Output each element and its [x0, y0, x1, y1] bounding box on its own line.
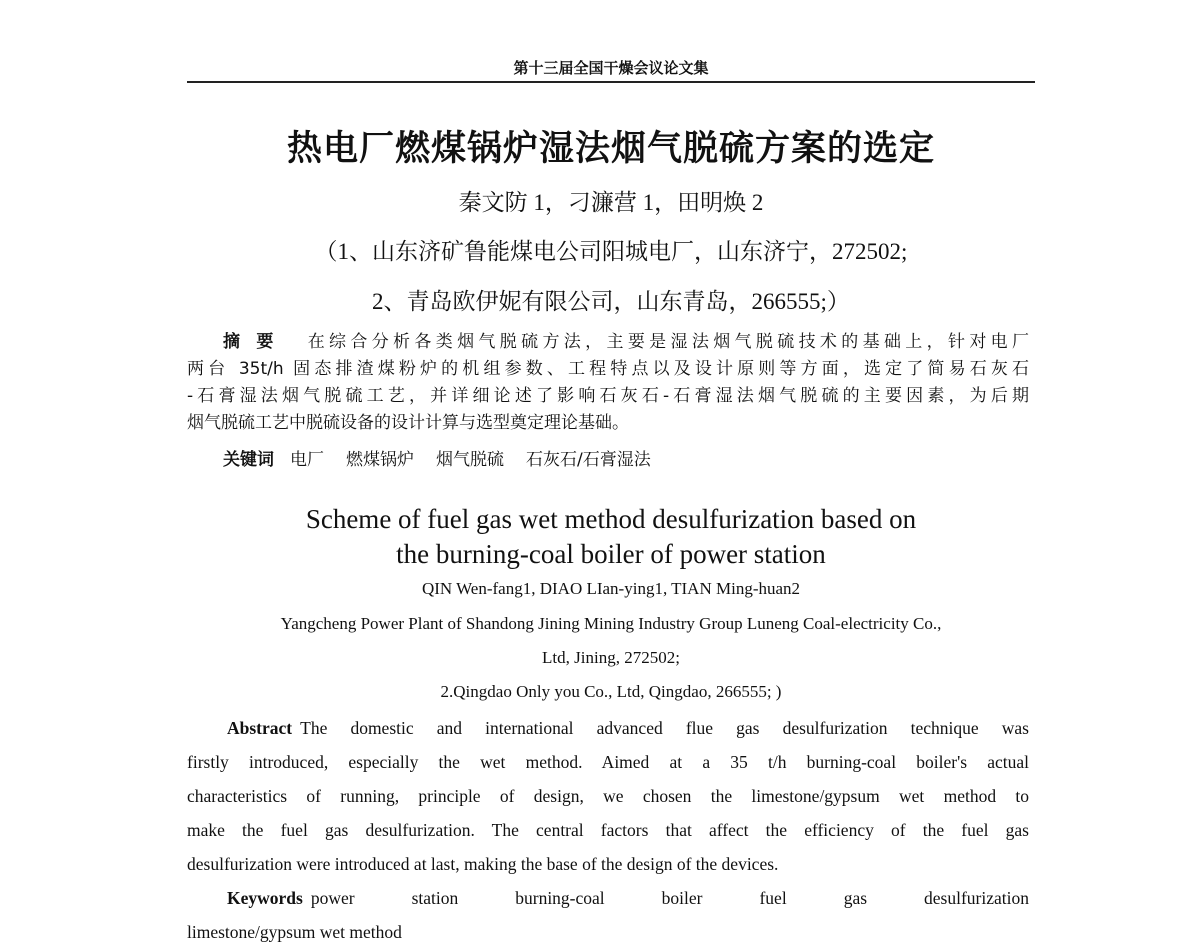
abstract-english-line-5: desulfurization were introduced at last, making the base of the design of the devices.: [187, 854, 779, 874]
keywords-english-line-1: [187, 881, 1029, 915]
keywords-english-text: power station burning-coal boiler fuel gas desulfurization: [310, 888, 1029, 908]
keywords-chinese: [187, 447, 1029, 474]
authors-english: QIN Wen-fang1, DIAO LIan-ying1, TIAN Ming-huan2: [421, 579, 801, 598]
abstract-english: [187, 711, 1029, 881]
keyword-chinese: 石灰石/石膏湿法: [526, 450, 651, 470]
abstract-chinese-line-4: 烟气脱硫工艺中脱硫设备的设计计算与选型奠定理论基础。: [187, 413, 629, 433]
abstract-chinese-text: 在综合分析各类烟气脱硫方法，主要是湿法烟气脱硫技术的基础上，针对电厂: [307, 332, 1030, 352]
abstract-chinese-line-1: [187, 329, 1029, 356]
affiliation-english-1a: Yangcheng Power Plant of Shandong Jining Mining Industry Group Luneng Coal-electricity Co.,: [280, 614, 942, 633]
keyword-chinese: 电厂: [290, 450, 324, 470]
title-english-line-1: Scheme of fuel gas wet method desulfurization based on: [305, 504, 917, 534]
abstract-english-line-3: characteristics of running, principle of design, we chosen the limestone/gypsum wet method to: [187, 786, 1029, 806]
authors-chinese: 秦文防 1，刁濂营 1，田明焕 2: [458, 190, 764, 215]
affiliation-english-1b: Ltd, Jining, 272502;: [542, 648, 680, 667]
keyword-chinese: 燃煤锅炉: [346, 450, 414, 470]
title-chinese: 热电厂燃煤锅炉湿法烟气脱硫方案的选定: [286, 129, 935, 169]
affiliation-chinese-1: （1、山东济矿鲁能煤电公司阳城电厂，山东济宁，272502;: [314, 239, 908, 264]
abstract-english-line-4: make the fuel gas desulfurization. The central factors that affect the efficiency of the fuel gas: [187, 820, 1029, 840]
keywords-chinese-label: 关键词: [223, 450, 274, 470]
affiliation-english-2: 2.Qingdao Only you Co., Ltd, Qingdao, 266555; ): [440, 682, 782, 701]
abstract-english-line-1: [187, 711, 1029, 745]
abstract-chinese-line-3: -石膏湿法烟气脱硫工艺，并详细论述了影响石灰石-石膏湿法烟气脱硫的主要因素，为后期: [187, 386, 1029, 406]
abstract-english-label: Abstract: [227, 718, 293, 738]
keywords-english-line-2: limestone/gypsum wet method: [187, 922, 402, 942]
running-header: 第十三届全国干燥会议论文集: [513, 59, 709, 77]
abstract-chinese-label: 摘要: [223, 332, 290, 352]
keyword-chinese: 烟气脱硫: [436, 450, 504, 470]
title-english-line-2: the burning-coal boiler of power station: [396, 539, 826, 569]
abstract-english-text: The domestic and international advanced flue gas desulfurization technique was: [300, 718, 1029, 738]
header-rule: [187, 81, 1035, 83]
abstract-chinese-line-2: 两台 35t/h 固态排渣煤粉炉的机组参数、工程特点以及设计原则等方面，选定了简易石灰石: [187, 359, 1029, 379]
keywords-english: [187, 881, 1029, 949]
affiliation-chinese-2: 2、青岛欧伊妮有限公司，山东青岛，266555;）: [372, 289, 850, 314]
abstract-english-line-2: firstly introduced, especially the wet method. Aimed at a 35 t/h burning-coal boiler's actual: [187, 752, 1029, 772]
keywords-english-label: Keywords: [227, 888, 303, 908]
